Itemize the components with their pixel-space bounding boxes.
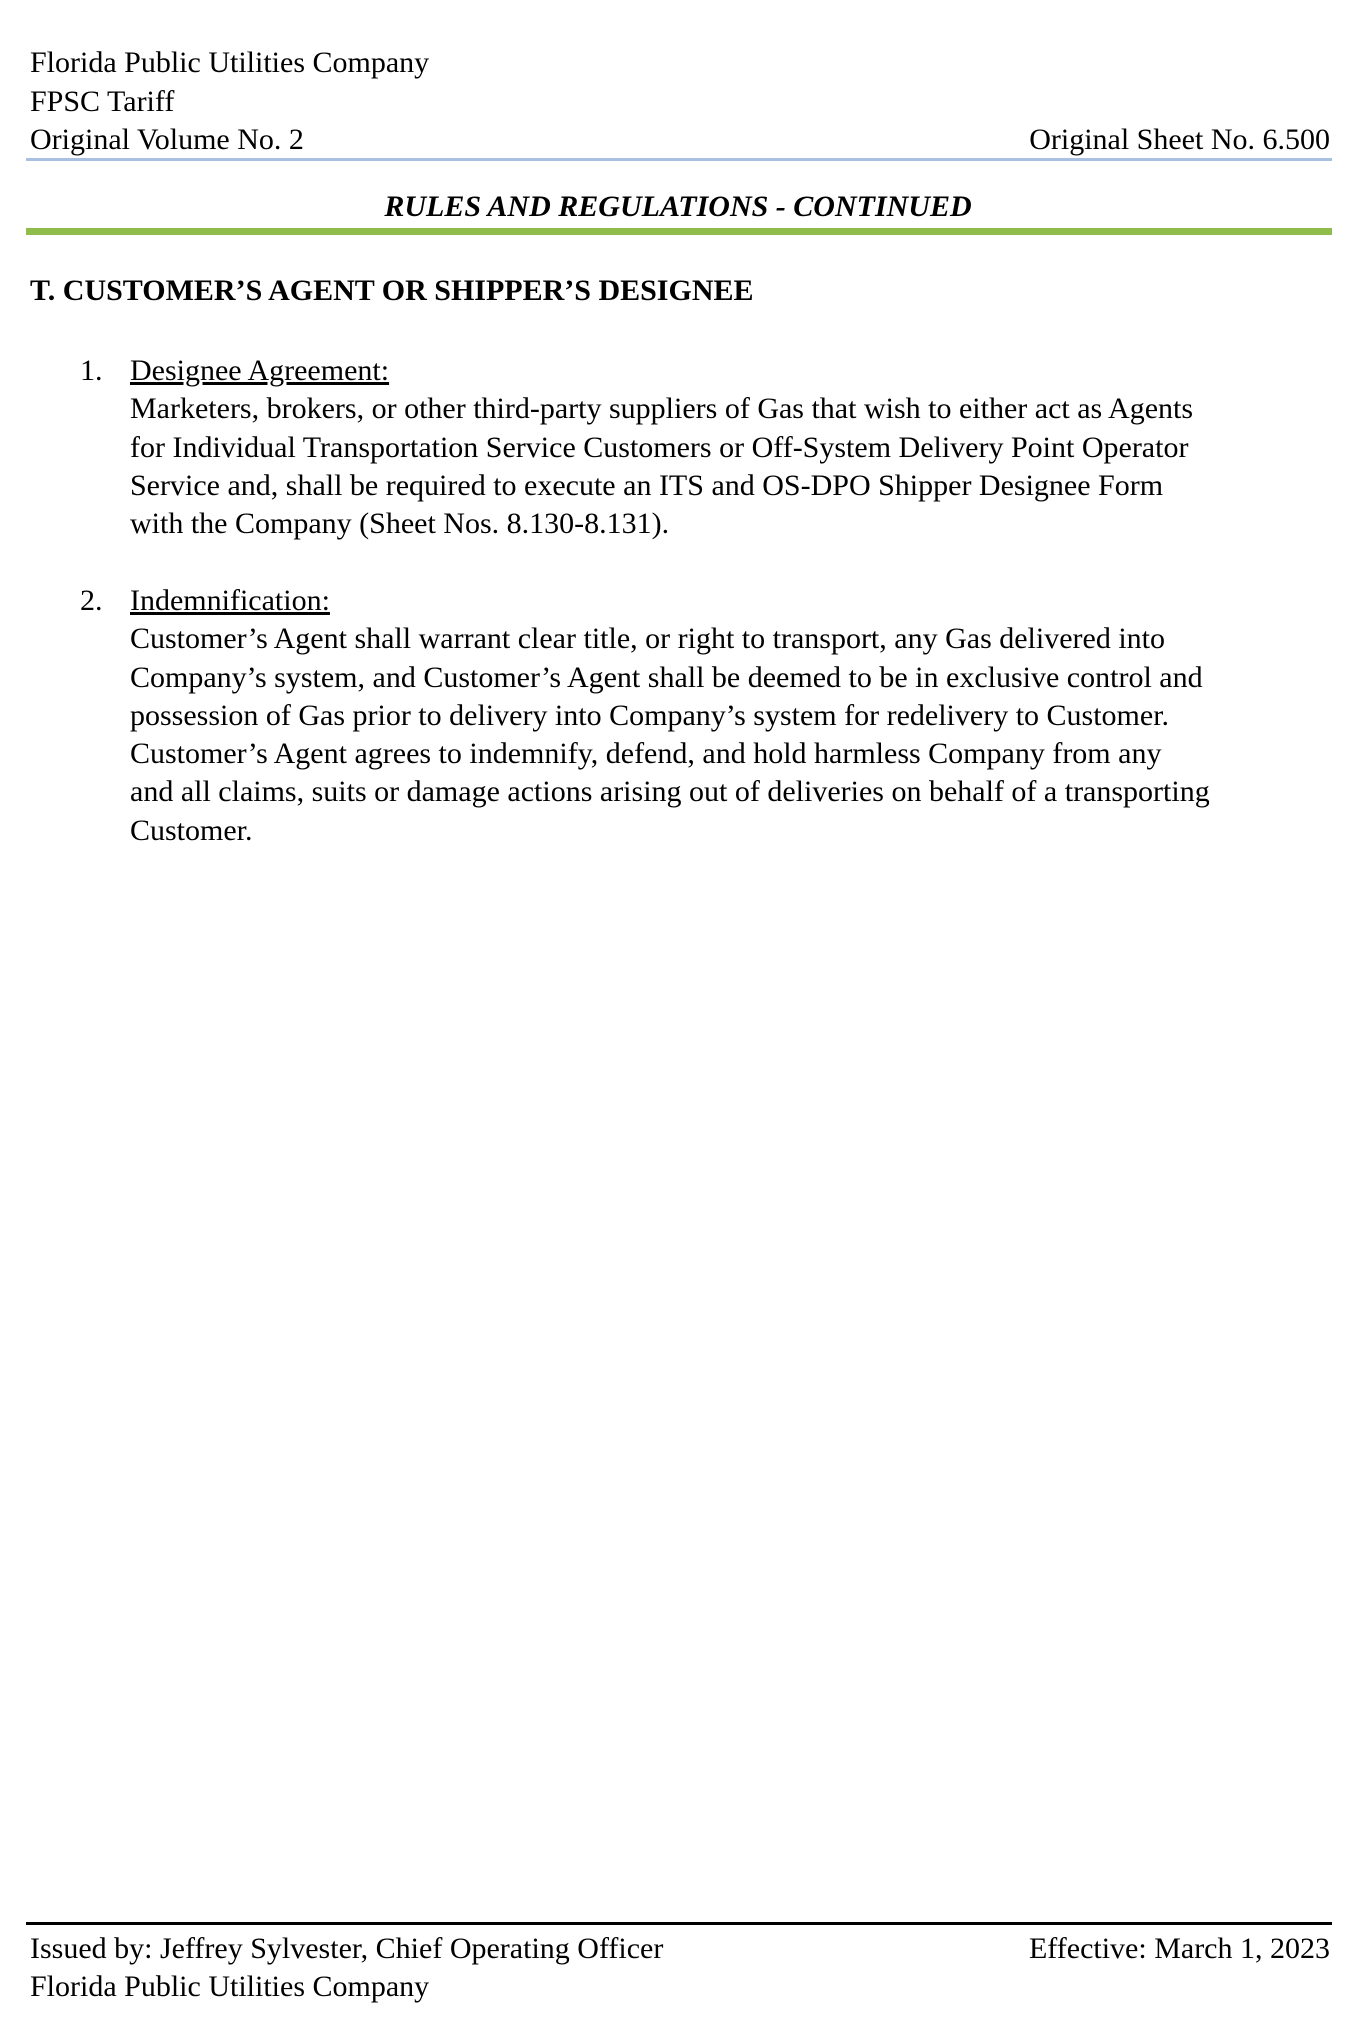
footer-issued-by: Issued by: Jeffrey Sylvester, Chief Operating Officer — [30, 1932, 664, 1965]
header-tariff: FPSC Tariff — [30, 85, 175, 118]
item-body — [130, 352, 1330, 543]
header-volume: Original Volume No. 2 — [30, 123, 304, 156]
footer-divider — [26, 1922, 1332, 1925]
header-sheet-number: Original Sheet No. 6.500 — [1029, 123, 1330, 156]
item-text-line: Customer’s Agent shall warrant clear title, or right to transport, any Gas delivered into — [130, 622, 1166, 656]
subsection-heading: T. CUSTOMER’S AGENT OR SHIPPER’S DESIGNEE — [30, 274, 754, 307]
footer-company: Florida Public Utilities Company — [30, 1970, 430, 2003]
item-title: Designee Agreement: — [130, 354, 390, 387]
item-body — [130, 582, 1330, 850]
item-text-line: for Individual Transportation Service Customers or Off-System Delivery Point Operator — [130, 430, 1189, 464]
item-text-line: Customer’s Agent agrees to indemnify, defend, and hold harmless Company from any — [130, 737, 1162, 771]
item-number: 1. — [80, 354, 103, 387]
item-number: 2. — [80, 584, 103, 617]
item-title: Indemnification: — [130, 584, 330, 617]
item-text-line: Customer. — [130, 813, 253, 847]
item-text-line: and all claims, suits or damage actions arising out of deliveries on behalf of a transporting — [130, 775, 1210, 809]
item-text-line: Marketers, brokers, or other third-party suppliers of Gas that wish to either act as Agents — [130, 392, 1194, 426]
item-text-line: Service and, shall be required to execute an ITS and OS-DPO Shipper Designee Form — [130, 468, 1164, 502]
item-text-line: with the Company (Sheet Nos. 8.130-8.131). — [130, 507, 670, 541]
section-divider — [26, 228, 1332, 235]
header-company: Florida Public Utilities Company — [30, 46, 430, 79]
footer-effective-date: Effective: March 1, 2023 — [1028, 1932, 1330, 1965]
item-text-line: possession of Gas prior to delivery into Company’s system for redelivery to Customer. — [130, 698, 1170, 732]
section-title: RULES AND REGULATIONS - CONTINUED — [384, 190, 972, 223]
item-text-line: Company’s system, and Customer’s Agent shall be deemed to be in exclusive control and — [130, 660, 1203, 694]
header-divider — [26, 158, 1332, 161]
